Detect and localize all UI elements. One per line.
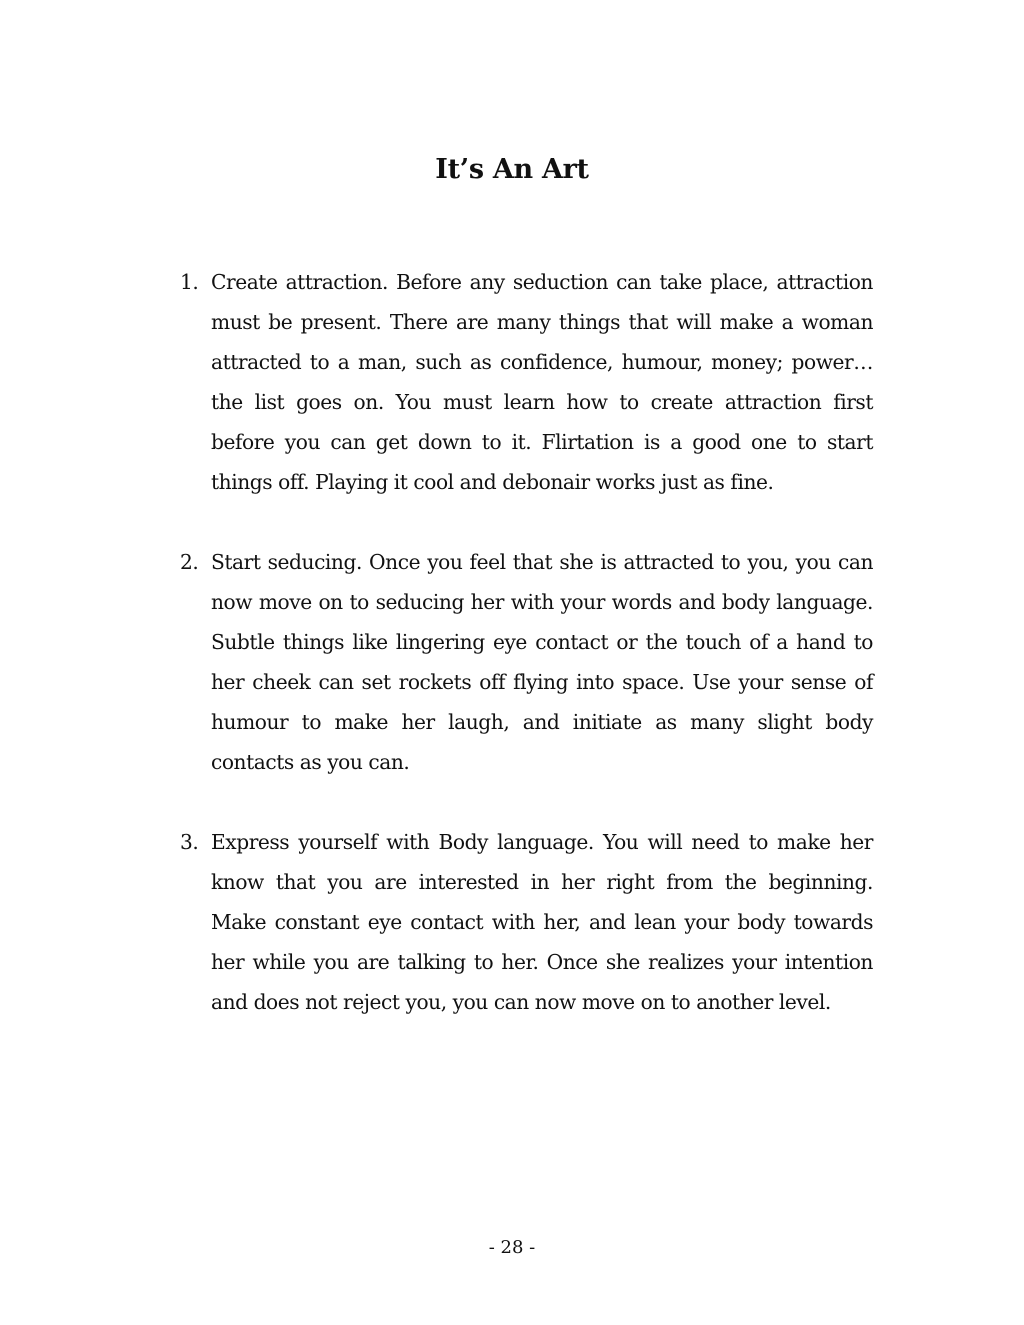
list-item [180, 822, 873, 1022]
list-item [180, 262, 873, 502]
list-item-text: Express yourself with Body language. You will need to make her know that you are interested in her right from the beginning. Make constant eye contact with her, and lean your body towards her while you are talking to her. Once she realizes your intention and does not reject you, you can now move on to another level. [211, 830, 873, 1014]
list-item-number: 2. [180, 550, 199, 574]
list-item-text: Start seducing. Once you feel that she is attracted to you, you can now move on to seducing her with your words and body language. Subtle things like lingering eye contact or the touch of a hand to her cheek can set rockets off flying into space. Use your sense of humour to make her laugh, and initiate as many slight body contacts as you can. [211, 550, 873, 774]
page-number: - 28 - [488, 1237, 536, 1258]
numbered-list [180, 262, 873, 1062]
list-item-text: Create attraction. Before any seduction can take place, attraction must be present. There are many things that will make a woman attracted to a man, such as confidence, humour, money; power…the list goes on. You must learn how to create attraction first before you can get down to it. Flirtation is a good one to start things off. Playing it cool and debonair works just as fine. [211, 270, 873, 494]
page-title: It’s An Art [435, 154, 589, 185]
list-item [180, 542, 873, 782]
list-item-number: 1. [180, 270, 199, 294]
list-item-number: 3. [180, 830, 199, 854]
